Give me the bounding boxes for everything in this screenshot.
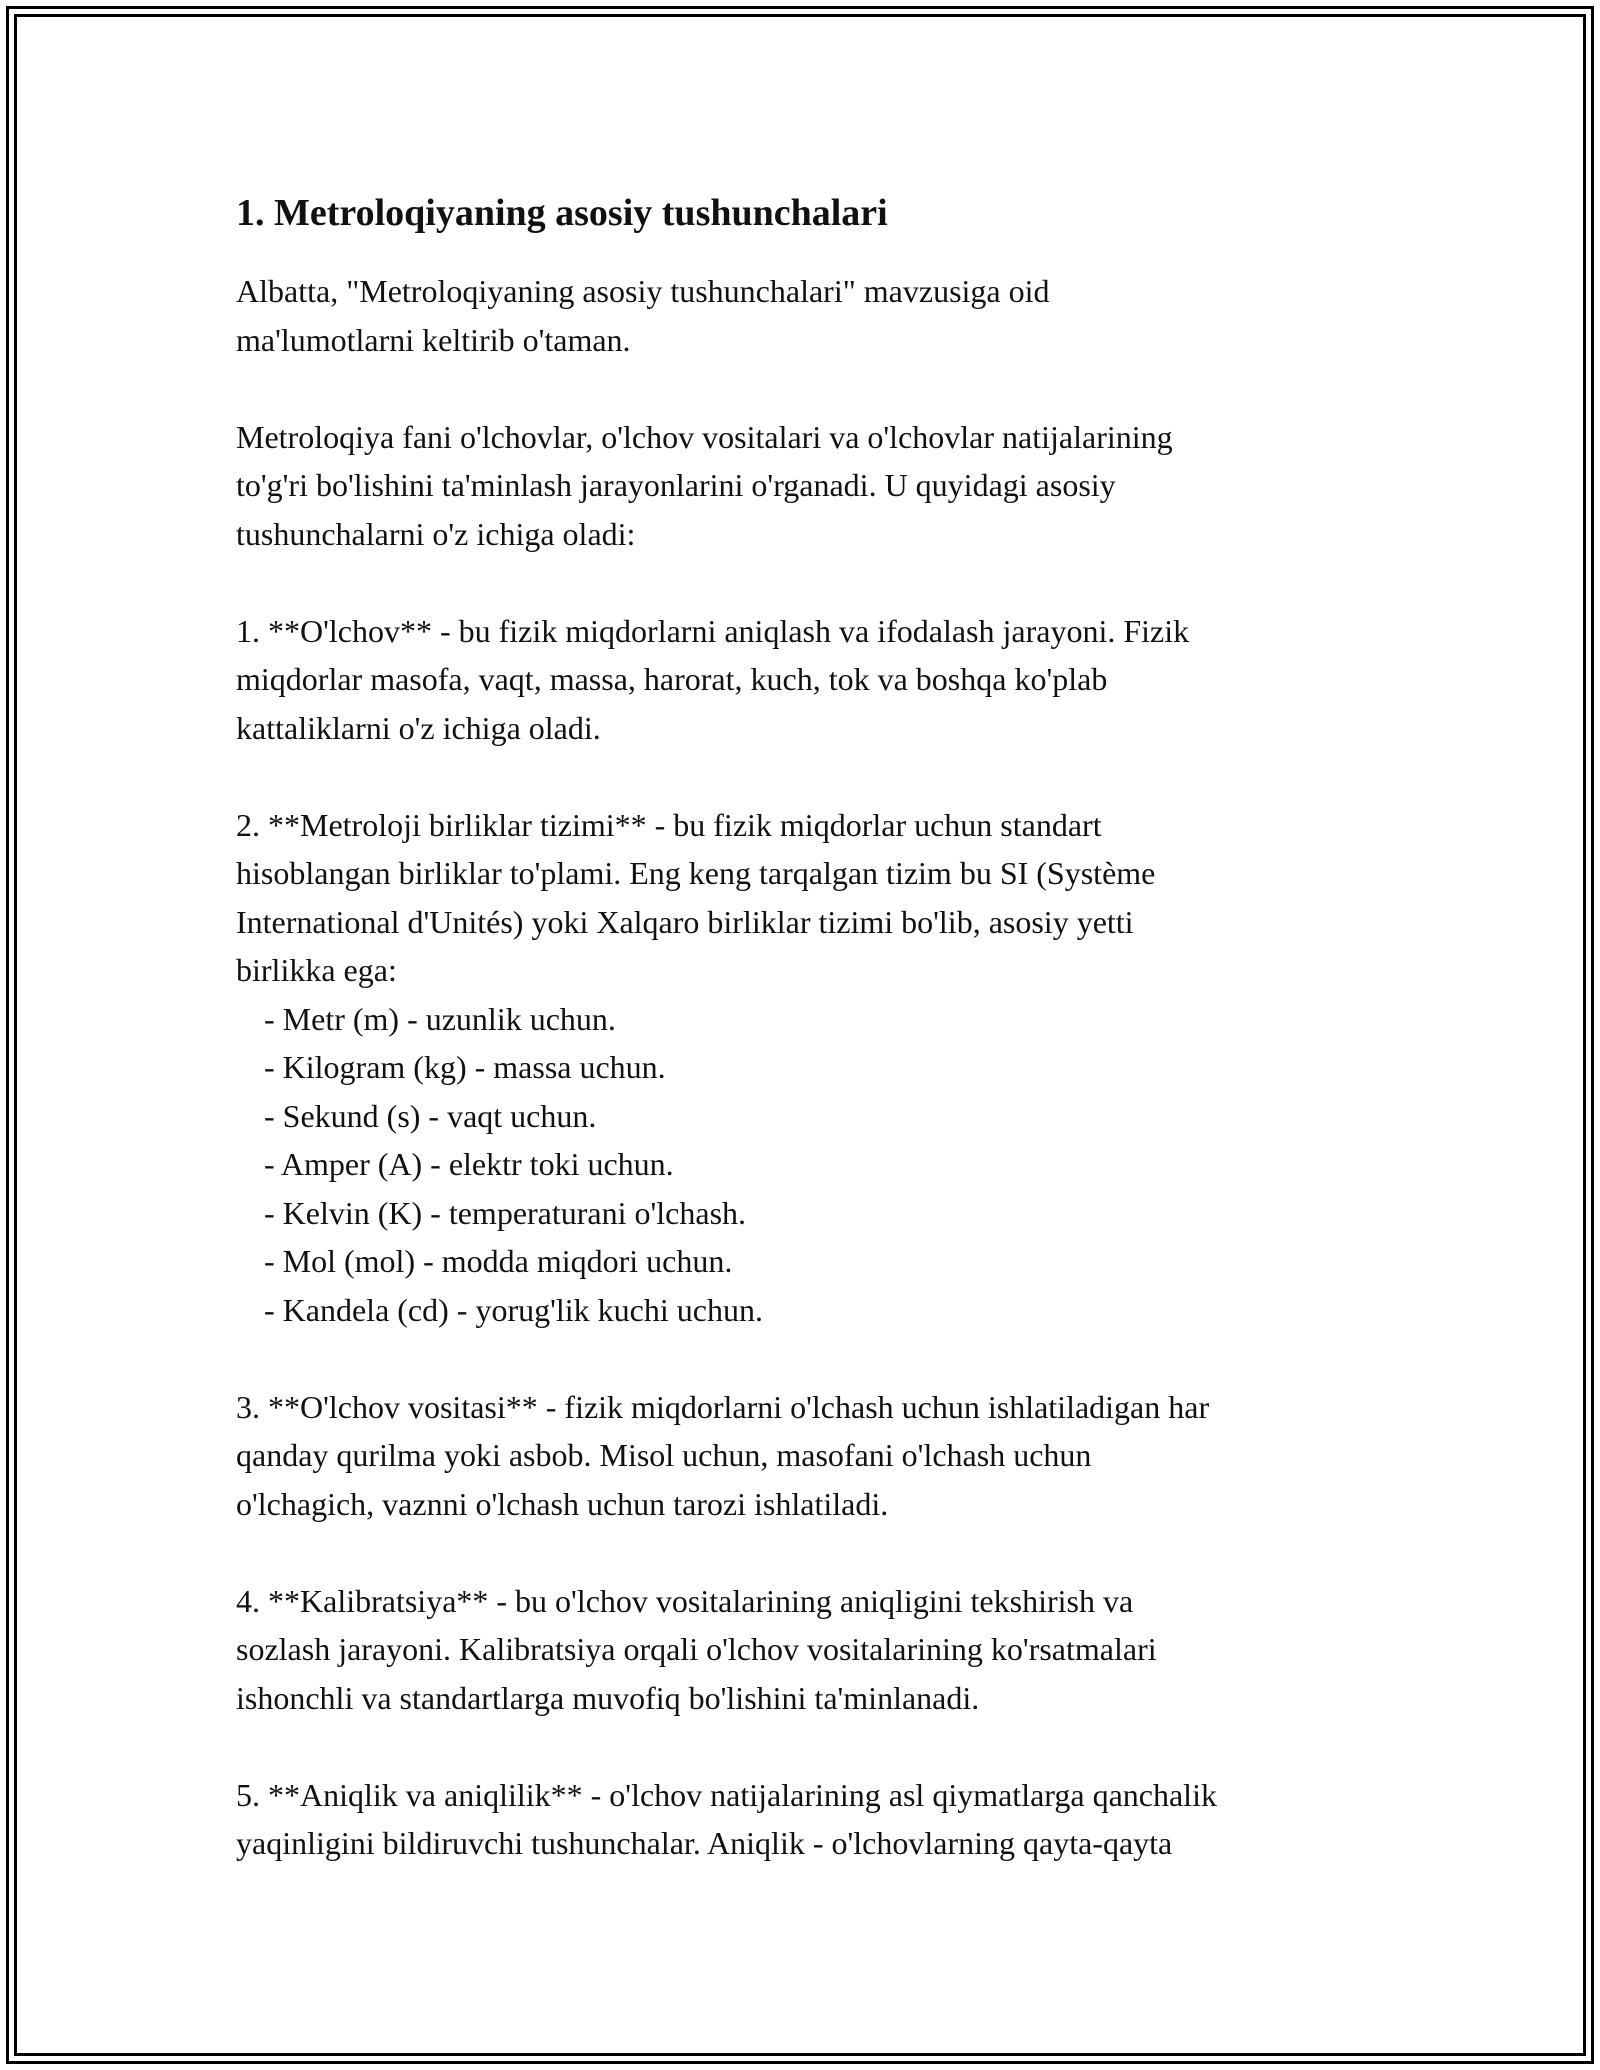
text-line: ma'lumotlarni keltirib o'taman. <box>236 321 631 358</box>
text-line: ishonchli va standartlarga muvofiq bo'lishini ta'minlanadi. <box>236 1679 980 1716</box>
paragraph-gap <box>236 364 1376 413</box>
text-line: Albatta, "Metroloqiyaning asosiy tushunchalari" mavzusiga oid <box>236 273 1050 309</box>
unit-list-item: - Kandela (cd) - yorug'lik kuchi uchun. <box>264 1291 763 1328</box>
text-line: tushunchalarni o'z ichiga oladi: <box>236 515 636 552</box>
list-item-birliklar-tizimi <box>236 801 1376 995</box>
paragraph-gap <box>236 752 1376 801</box>
unit-list-item: - Amper (A) - elektr toki uchun. <box>264 1146 674 1182</box>
overview-paragraph <box>236 413 1376 559</box>
paragraph-gap <box>236 1528 1376 1577</box>
text-line: 3. **O'lchov vositasi** - fizik miqdorlarni o'lchash uchun ishlatiladigan har <box>236 1388 1210 1425</box>
text-line: hisoblangan birliklar to'plami. Eng keng tarqalgan tizim bu SI (Système <box>236 855 1156 891</box>
text-line: qanday qurilma yoki asbob. Misol uchun, masofani o'lchash uchun <box>236 1437 1092 1473</box>
paragraph-gap <box>236 1722 1376 1771</box>
intro-paragraph <box>236 267 1376 364</box>
document-title: 1. Metroloqiyaning asosiy tushunchalari <box>236 192 888 234</box>
unit-list-item: - Kilogram (kg) - massa uchun. <box>264 1049 666 1085</box>
text-line: Metroloqiya fani o'lchovlar, o'lchov vositalari va o'lchovlar natijalarining <box>236 418 1173 455</box>
text-line: 1. **O'lchov** - bu fizik miqdorlarni aniqlash va ifodalash jarayoni. Fizik <box>236 612 1190 649</box>
unit-list-item: - Metr (m) - uzunlik uchun. <box>264 1000 616 1037</box>
text-line: sozlash jarayoni. Kalibratsiya orqali o'lchov vositalarining ko'rsatmalari <box>236 1631 1157 1667</box>
text-line: 4. **Kalibratsiya** - bu o'lchov vositalarining aniqligini tekshirish va <box>236 1582 1134 1619</box>
text-line: miqdorlar masofa, vaqt, massa, harorat, kuch, tok va boshqa ko'plab <box>236 661 1108 697</box>
text-line: 2. **Metroloji birliklar tizimi** - bu fizik miqdorlar uchun standart <box>236 806 1102 843</box>
list-item-olchov-vositasi <box>236 1383 1376 1529</box>
paragraph-gap <box>236 558 1376 607</box>
unit-list-item: - Sekund (s) - vaqt uchun. <box>264 1097 597 1134</box>
text-line: birlikka ega: <box>236 952 397 988</box>
unit-list-item: - Kelvin (K) - temperaturani o'lchash. <box>264 1194 747 1231</box>
text-line: yaqinligini bildiruvchi tushunchalar. Aniqlik - o'lchovlarning qayta-qayta <box>236 1825 1173 1861</box>
paragraph-gap <box>236 1334 1376 1383</box>
text-line: 5. **Aniqlik va aniqlilik** - o'lchov natijalarining asl qiymatlarga qanchalik <box>236 1776 1217 1813</box>
list-item-aniqlik <box>236 1771 1376 1868</box>
list-item-olchov <box>236 607 1376 753</box>
document-body <box>236 185 1376 1868</box>
text-line: kattaliklarni o'z ichiga oladi. <box>236 709 601 746</box>
text-line: International d'Unités) yoki Xalqaro birliklar tizimi bo'lib, asosiy yetti <box>236 903 1134 940</box>
text-line: o'lchagich, vaznni o'lchash uchun tarozi ishlatiladi. <box>236 1485 889 1522</box>
list-item-kalibratsiya <box>236 1577 1376 1723</box>
unit-list-item: - Mol (mol) - modda miqdori uchun. <box>264 1243 733 1279</box>
text-line: to'g'ri bo'lishini ta'minlash jarayonlarini o'rganadi. U quyidagi asosiy <box>236 467 1116 503</box>
